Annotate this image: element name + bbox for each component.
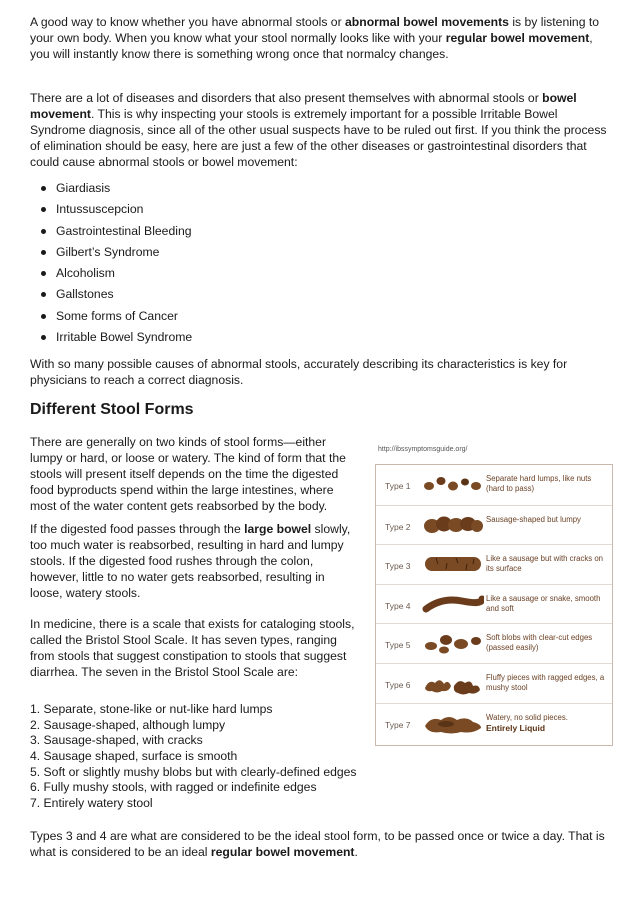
diagnosis-paragraph: With so many possible causes of abnormal stools, accurately describing its characteristics is key for physicians to reach a correct diagnosis. [30, 357, 568, 387]
digestion-paragraph: If the digested food passes through the large bowel slowly, too much water is reabsorbed, resulting in hard and lumpy stools. If the digested food rushes through the colon, however, little to no water gets reabsorbed, resulting in loose, watery stools. [30, 522, 351, 600]
list-item: 7. Entirely watery stool [30, 796, 153, 811]
list-item: 4. Sausage shaped, surface is smooth [30, 749, 238, 764]
diseases-paragraph: There are a lot of diseases and disorders that also present themselves with abnormal stools or bowel movement. This is why inspecting your stools is extremely important for a possible Irritable Bowel Syndrome diagnosis, since all of the other usual suspects have to be ruled out first. If you think the process of elimination should be easy, here are just a few of the other diseases or gastrointestinal disorders that could cause abnormal stools or bowel movement: [30, 91, 607, 169]
type-label: Type 3 [385, 561, 411, 572]
type-description: Like a sausage or snake, smooth and soft [486, 593, 601, 613]
lumpy-sausage-icon [422, 510, 484, 540]
bristol-scale-paragraph: In medicine, there is a scale that exists for cataloging stools, called the Bristol Stool Scale. It has seven types, ranging from stools that suggest constipation to stools that suggest diarrhea. The seven in the Bristol Stool Scale are: [30, 617, 355, 679]
list-item: Giardiasis [30, 178, 192, 199]
bold-term: large bowel [244, 522, 312, 536]
chart-row-type-4 [376, 584, 612, 624]
list-item: 1. Separate, stone-like or nut-like hard lumps [30, 702, 273, 716]
list-item: Intussuscepcion [30, 199, 192, 220]
type-description: Like a sausage but with cracks on its surface [486, 554, 604, 574]
type-label: Type 4 [385, 600, 411, 611]
chart-row-type-2 [376, 505, 612, 545]
list-item: Gallstones [30, 284, 192, 305]
list-item: 3. Sausage-shaped, with cracks [30, 733, 203, 748]
list-item: Gilbert’s Syndrome [30, 242, 192, 263]
cracked-sausage-icon [422, 549, 484, 579]
intro-paragraph: A good way to know whether you have abnormal stools or abnormal bowel movements is by listening to your own body. When you know what your stool normally looks like with your regular bowel movement, you will instantly know there is something wrong once that normalcy changes. [30, 15, 600, 61]
bold-term: regular bowel movement [445, 31, 590, 45]
chart-row-type-6 [376, 663, 612, 703]
bold-term: abnormal bowel movements [345, 15, 509, 29]
list-item: 2. Sausage-shaped, although lumpy [30, 717, 226, 732]
list-item: Some forms of Cancer [30, 306, 192, 327]
section-heading: Different Stool Forms [30, 401, 194, 418]
type-description: Watery, no solid pieces. Entirely Liquid [486, 712, 568, 733]
list-item: 6. Fully mushy stools, with ragged or indefinite edges [30, 780, 317, 795]
type-label: Type 5 [385, 640, 411, 651]
bold-term: bowel movement [30, 91, 577, 121]
watery-stool-icon [422, 708, 484, 738]
conclusion-paragraph: Types 3 and 4 are what are considered to be the ideal stool form, to be passed once or twice a day. That is what is considered to be an ideal regular bowel movement. [30, 829, 605, 859]
type-description: Sausage-shaped but lumpy [486, 514, 581, 524]
bold-term: regular bowel movement [210, 845, 355, 859]
type-description: Soft blobs with clear-cut edges (passed easily) [486, 633, 593, 653]
chart-row-type-3 [376, 544, 612, 584]
list-item: 5. Soft or slightly mushy blobs but with clearly-defined edges [30, 764, 357, 779]
diseases-list [30, 178, 192, 348]
hard-lumps-icon [422, 469, 484, 499]
list-item: Irritable Bowel Syndrome [30, 327, 192, 348]
chart-row-type-1 [376, 465, 612, 504]
bristol-scale-list [30, 702, 370, 812]
source-url: http://ibssymptomsguide.org/ [378, 446, 468, 453]
smooth-sausage-icon [422, 589, 484, 619]
list-item: Gastrointestinal Bleeding [30, 221, 192, 242]
type-label: Type 7 [385, 719, 411, 730]
type-label: Type 2 [385, 521, 411, 532]
list-item: Alcoholism [30, 263, 192, 284]
type-label: Type 1 [385, 481, 411, 491]
soft-blobs-icon [422, 628, 484, 658]
chart-row-type-5 [376, 623, 612, 663]
type-description-emphasis: Entirely Liquid [486, 722, 546, 733]
type-description: Separate hard lumps, like nuts (hard to pass) [486, 474, 592, 493]
type-description: Fluffy pieces with ragged edges, a mushy stool [486, 673, 605, 692]
mushy-pieces-icon [422, 668, 484, 698]
chart-frame [375, 464, 613, 746]
chart-row-type-7 [376, 703, 612, 743]
stool-forms-paragraph: There are generally on two kinds of stool forms—either lumpy or hard, or loose or watery. The kind of form that the stools will present itself depends on the time the digested food byproducts spend within the large intestines, where most of the water content gets reabsorbed by the body. [30, 435, 346, 513]
bristol-stool-chart [375, 444, 615, 746]
type-label: Type 6 [385, 680, 411, 690]
